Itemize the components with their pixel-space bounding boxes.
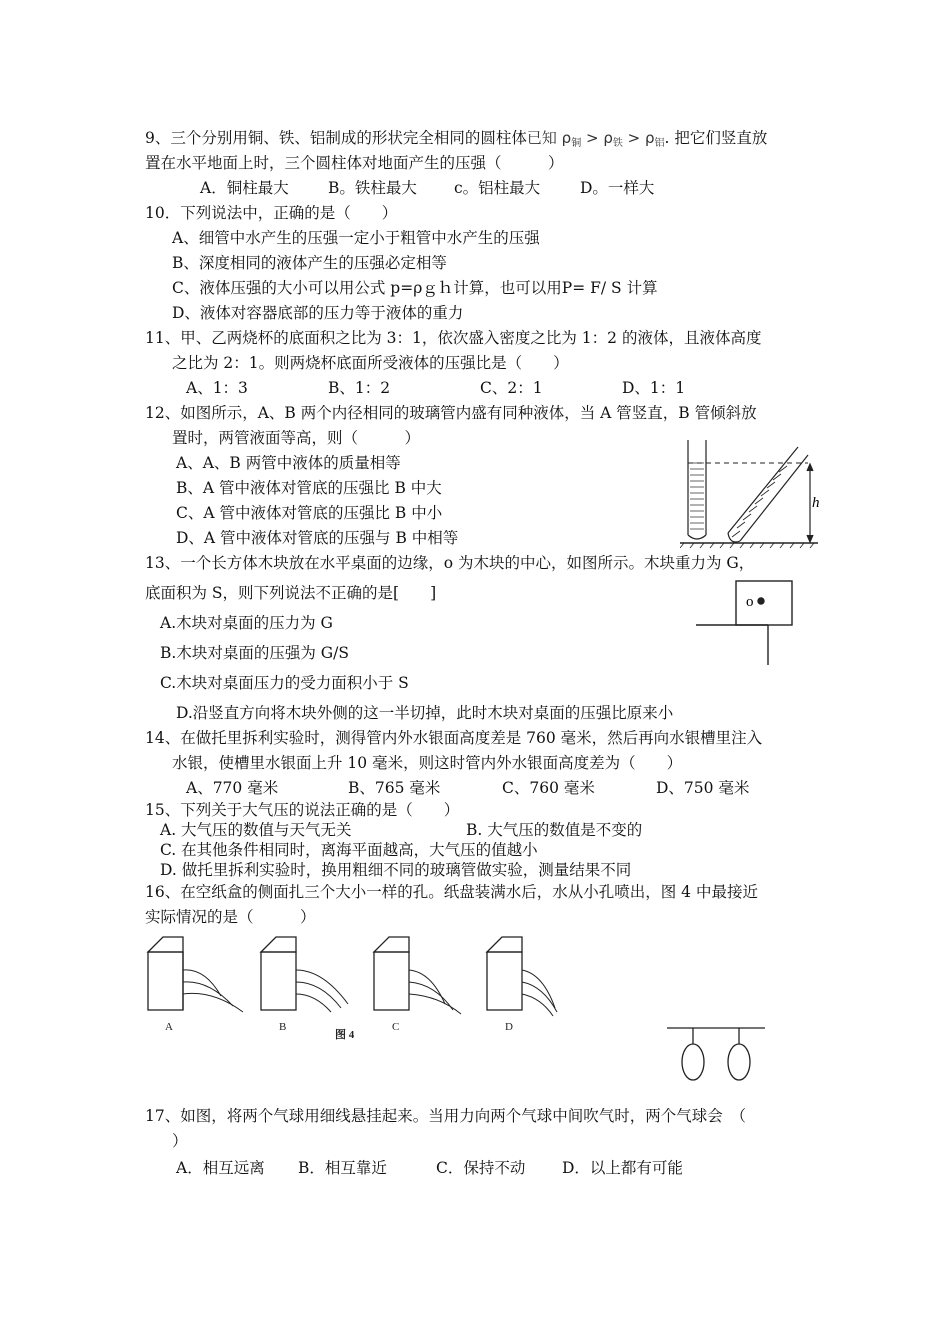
q14-option-c: C、760 毫米 xyxy=(502,779,595,797)
q13-line2: 底面积为 S，则下列说法不正确的是[ ] xyxy=(145,584,437,602)
q12-h-label: h xyxy=(812,495,820,511)
q9-rho-3: ρ xyxy=(645,129,655,147)
q11-line2: 之比为 2：1。则两烧杯底面所受液体的压强比是（ ） xyxy=(172,354,569,372)
q9-sub-fe: 铁 xyxy=(612,138,623,149)
balloon-right xyxy=(728,1044,750,1080)
q13-option-b: B.木块对桌面的压强为 G/S xyxy=(160,644,349,662)
carton-a xyxy=(148,937,243,1012)
q11-option-d: D、1：1 xyxy=(622,379,686,397)
q16-line2: 实际情况的是（ ） xyxy=(145,908,316,926)
q9-rho-1: ρ xyxy=(561,129,572,147)
q14-line1: 14、在做托里拆利实验时，测得管内外水银面高度差是 760 毫米，然后再向水银槽里注入 xyxy=(145,729,763,747)
q13-block-figure xyxy=(696,578,806,668)
q9-rho-2: ρ xyxy=(603,129,613,147)
carton-b xyxy=(261,937,348,1012)
q17-balloons-figure xyxy=(665,1024,770,1084)
q10-option-d: D、液体对容器底部的压力等于液体的重力 xyxy=(172,304,464,322)
q15-option-a: A. 大气压的数值与天气无关 xyxy=(160,821,352,839)
q11-option-b: B、1：2 xyxy=(328,379,391,397)
q12-tubes-figure xyxy=(680,435,820,550)
q14-option-d: D、750 毫米 xyxy=(656,779,750,797)
q13-option-a: A.木块对桌面的压力为 G xyxy=(160,614,333,632)
q17-option-a: A．相互远离 xyxy=(176,1159,265,1177)
q14-line2: 水银，使槽里水银面上升 10 毫米，则这时管内外水银面高度差为（ ） xyxy=(172,754,683,772)
q17-option-c: C．保持不动 xyxy=(436,1159,526,1177)
q15-option-b: B. 大气压的数值是不变的 xyxy=(466,821,643,839)
q9-sub-al: 铝 xyxy=(654,138,665,149)
q15-stem: 15、下列关于大气压的说法正确的是（ ） xyxy=(145,801,460,819)
q10-option-a: A、细管中水产生的压强一定小于粗管中水产生的压强 xyxy=(172,229,540,247)
q9-line2: 置在水平地面上时，三个圆柱体对地面产生的压强（ ） xyxy=(145,154,564,172)
carton-d xyxy=(487,937,557,1016)
q16-line1: 16、在空纸盒的侧面扎三个大小一样的孔。纸盘装满水后，水从小孔喷出，图 4 中最接近 xyxy=(145,883,758,901)
carton-label-a: A xyxy=(165,1021,173,1033)
q11-option-a: A、1：3 xyxy=(186,379,248,397)
q17-option-d: D．以上都有可能 xyxy=(562,1159,683,1177)
q11-option-c: C、2：1 xyxy=(480,379,543,397)
q9-option-b: B。铁柱最大 xyxy=(328,179,417,197)
q15-option-d: D. 做托里拆利实验时，换用粗细不同的玻璃管做实验，测量结果不同 xyxy=(160,861,632,879)
q14-option-b: B、765 毫米 xyxy=(348,779,441,797)
q9-gt-1: > xyxy=(585,129,599,147)
q13-line1: 13、一个长方体木块放在水平桌面的边缘，o 为木块的中心，如图所示。木块重力为 G， xyxy=(145,554,755,572)
q9-line1 xyxy=(145,128,767,154)
q16-cartons-figure xyxy=(143,932,583,1042)
q9-option-d: D。一样大 xyxy=(580,179,655,197)
carton-label-d: D xyxy=(505,1021,513,1033)
q9-line1-pre: 9、三个分别用铜、铁、铝制成的形状完全相同的圆柱体 xyxy=(145,129,527,147)
q12-line2: 置时，两管液面等高，则（ ） xyxy=(172,429,421,447)
q13-option-d: D.沿竖直方向将木块外侧的这一半切掉，此时木块对桌面的压强比原来小 xyxy=(176,704,674,722)
q10-stem: 10．下列说法中，正确的是（ ） xyxy=(145,204,398,222)
q9-sub-cu: 铜 xyxy=(571,138,582,149)
carton-c xyxy=(374,937,461,1014)
q17-line2: ） xyxy=(172,1132,188,1150)
q17-line1: 17、如图，将两个气球用细线悬挂起来。当用力向两个气球中间吹气时，两个气球会 （ xyxy=(145,1107,746,1125)
q12-line1: 12、如图所示，A、B 两个内径相同的玻璃管内盛有同种液体，当 A 管竖直，B 管倾斜放 xyxy=(145,404,757,422)
q9-known: 已知 xyxy=(526,129,557,147)
q9-option-a: A．铜柱最大 xyxy=(200,179,289,197)
q9-gt-2: > xyxy=(627,129,641,147)
q13-o-label: o xyxy=(746,594,754,610)
q12-option-a: A、A、B 两管中液体的质量相等 xyxy=(176,454,401,472)
q14-option-a: A、770 毫米 xyxy=(186,779,279,797)
q13-option-c: C.木块对桌面压力的受力面积小于 S xyxy=(160,674,409,692)
q12-option-d: D、A 管中液体对管底的压强与 B 中相等 xyxy=(176,529,459,547)
q12-option-c: C、A 管中液体对管底的压强比 B 中小 xyxy=(176,504,443,522)
carton-label-c: C xyxy=(392,1021,400,1033)
carton-label-b: B xyxy=(279,1021,287,1033)
q15-option-c: C. 在其他条件相同时，离海平面越高，大气压的值越小 xyxy=(160,841,538,859)
q17-option-b: B．相互靠近 xyxy=(298,1159,387,1177)
q9-line1-post: . 把它们竖直放 xyxy=(664,129,768,147)
q11-line1: 11、甲、乙两烧杯的底面积之比为 3：1，依次盛入密度之比为 1：2 的液体，且液体高度 xyxy=(145,329,762,347)
q9-option-c: c。铝柱最大 xyxy=(454,179,541,197)
balloon-left xyxy=(682,1044,704,1080)
q10-option-b: B、深度相同的液体产生的压强必定相等 xyxy=(172,254,447,272)
q9-formula xyxy=(527,129,665,147)
q12-option-b: B、A 管中液体对管底的压强比 B 中大 xyxy=(176,479,442,497)
q10-option-c: C、液体压强的大小可以用公式 p=ρｇｈ计算，也可以用P= F/ S 计算 xyxy=(172,279,658,297)
figure-4-caption: 图 4 xyxy=(335,1029,355,1041)
